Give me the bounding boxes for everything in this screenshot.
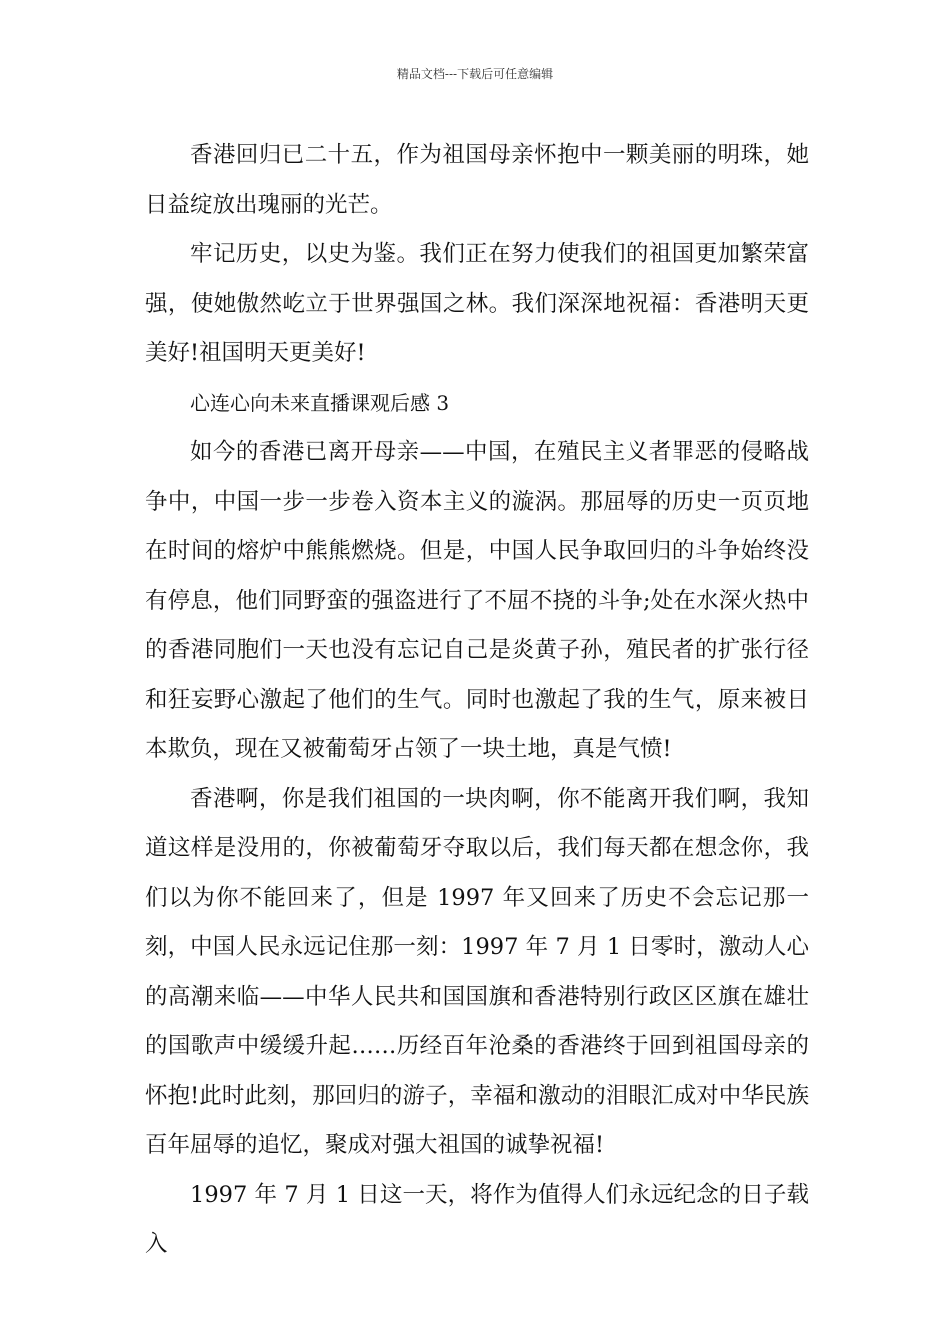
document-body: [145, 131, 809, 1270]
section-title: 心连心向未来直播课观后感 3: [190, 390, 450, 415]
paragraph: 牢记历史，以史为鉴。我们正在努力使我们的祖国更加繁荣富强，使她傲然屹立于世界强国之林。我们深深地祝福：香港明天更美好!祖国明天更美好!: [145, 241, 809, 366]
page-header: 精品文档---下载后可任意编辑: [396, 67, 554, 81]
paragraph: 香港回归已二十五，作为祖国母亲怀抱中一颗美丽的明珠，她日益绽放出瑰丽的光芒。: [145, 142, 809, 218]
paragraph: 1997 年 7 月 1 日这一天，将作为值得人们永远纪念的日子载入: [145, 1181, 809, 1257]
paragraph: 如今的香港已离开母亲——中国，在殖民主义者罪恶的侵略战争中，中国一步一步卷入资本主义的漩涡。那屈辱的历史一页页地在时间的熔炉中熊熊燃烧。但是，中国人民争取回归的斗争始终没有停息，他们同野蛮的强盗进行了不屈不挠的斗争;处在水深火热中的香港同胞们一天也没有忘记自己是炎黄子孙，殖民者的扩张行径和狂妄野心激起了他们的生气。同时也激起了我的生气，原来被日本欺负，现在又被葡萄牙占领了一块土地，真是气愤!: [145, 439, 809, 762]
paragraph: 香港啊，你是我们祖国的一块肉啊，你不能离开我们啊，我知道这样是没用的，你被葡萄牙夺取以后，我们每天都在想念你，我们以为你不能回来了，但是 1997 年又回来了历史不会忘记那一刻，中国人民永远记住那一刻：1997 年 7 月 1 日零时，激动人心的高潮来临——中华人民共和国国旗和香港特别行政区区旗在雄壮的国歌声中缓缓升起……历经百年沧桑的香港终于回到祖国母亲的怀抱!此时此刻，那回归的游子，幸福和激动的泪眼汇成对中华民族百年屈辱的追忆，聚成对强大祖国的诚挚祝福!: [145, 785, 809, 1158]
